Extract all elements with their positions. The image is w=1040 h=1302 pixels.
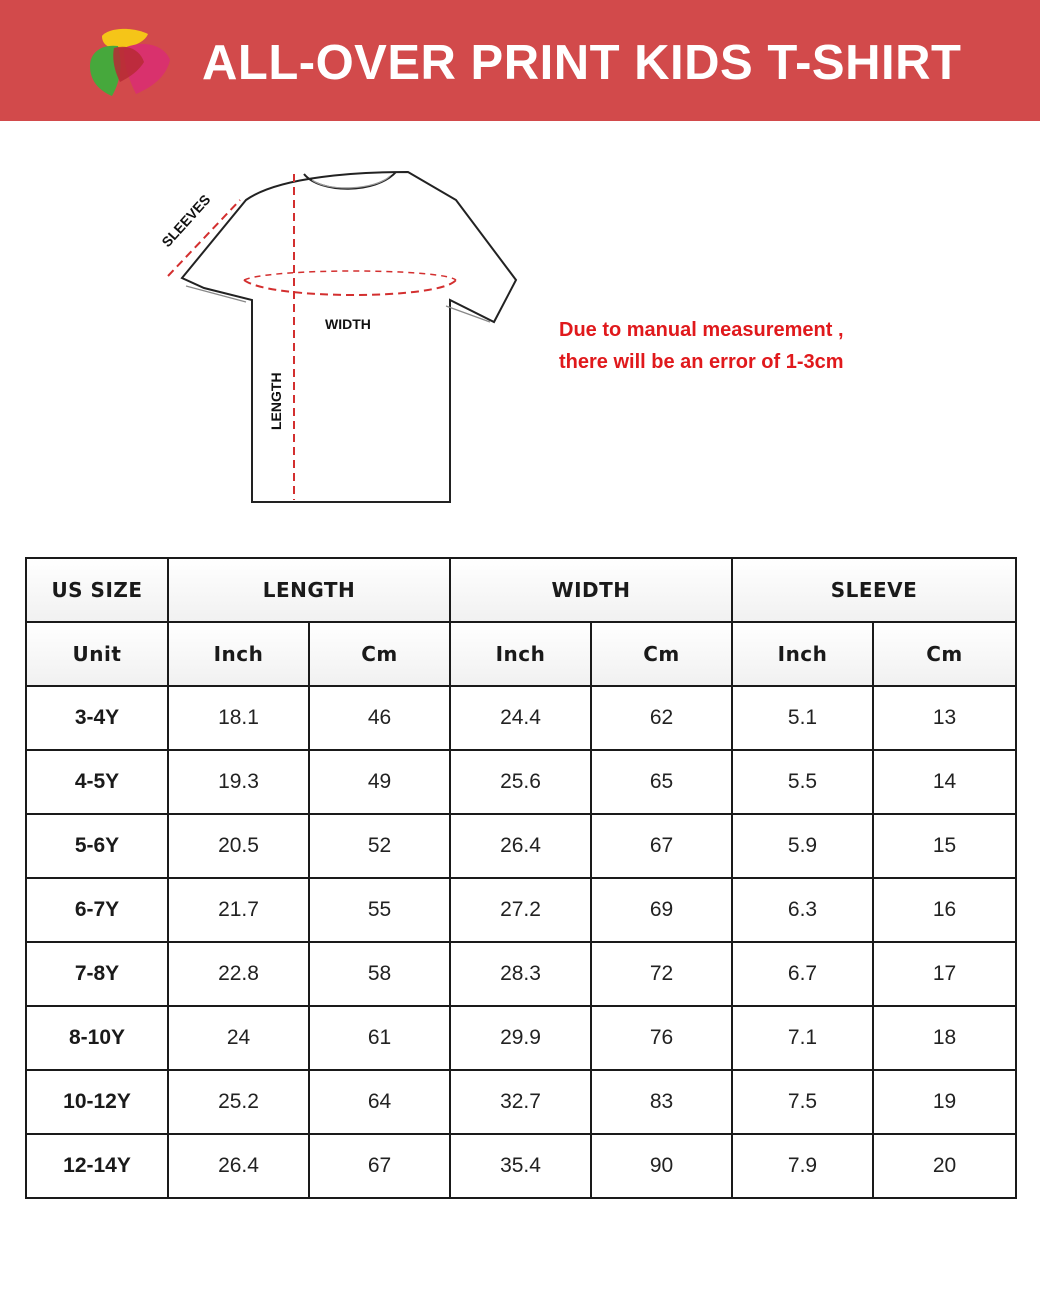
size-chart-table	[25, 557, 1017, 1199]
table-cell: 7.5	[732, 1070, 873, 1134]
size-cell: 4-5Y	[26, 750, 168, 814]
table-cell: 67	[591, 814, 732, 878]
unit-header: Inch	[168, 622, 309, 686]
group-header-row	[26, 558, 1016, 622]
size-cell: 6-7Y	[26, 878, 168, 942]
table-row	[26, 1134, 1016, 1198]
length-label: LENGTH	[268, 372, 284, 430]
table-cell: 90	[591, 1134, 732, 1198]
size-cell: 5-6Y	[26, 814, 168, 878]
table-cell: 67	[309, 1134, 450, 1198]
table-cell: 19.3	[168, 750, 309, 814]
table-row	[26, 814, 1016, 878]
width-label: WIDTH	[325, 316, 371, 332]
table-row	[26, 942, 1016, 1006]
header-length: LENGTH	[168, 558, 450, 622]
table-cell: 7.9	[732, 1134, 873, 1198]
table-cell: 69	[591, 878, 732, 942]
tshirt-diagram	[150, 160, 530, 510]
unit-header: Unit	[26, 622, 168, 686]
table-cell: 26.4	[168, 1134, 309, 1198]
size-cell: 12-14Y	[26, 1134, 168, 1198]
table-cell: 72	[591, 942, 732, 1006]
table-cell: 5.5	[732, 750, 873, 814]
table-cell: 20.5	[168, 814, 309, 878]
table-cell: 13	[873, 686, 1016, 750]
measurement-note	[559, 314, 979, 378]
unit-header: Inch	[450, 622, 591, 686]
note-line-1: Due to manual measurement ,	[559, 319, 844, 341]
table-cell: 49	[309, 750, 450, 814]
table-cell: 5.1	[732, 686, 873, 750]
header-width: WIDTH	[450, 558, 732, 622]
table-cell: 65	[591, 750, 732, 814]
table-row	[26, 1006, 1016, 1070]
table-cell: 18	[873, 1006, 1016, 1070]
table-cell: 18.1	[168, 686, 309, 750]
table-cell: 52	[309, 814, 450, 878]
table-cell: 62	[591, 686, 732, 750]
table-row	[26, 686, 1016, 750]
table-cell: 6.7	[732, 942, 873, 1006]
table-cell: 14	[873, 750, 1016, 814]
table-cell: 58	[309, 942, 450, 1006]
header-sleeve: SLEEVE	[732, 558, 1016, 622]
table-cell: 46	[309, 686, 450, 750]
unit-header: Cm	[591, 622, 732, 686]
table-cell: 7.1	[732, 1006, 873, 1070]
size-cell: 3-4Y	[26, 686, 168, 750]
unit-header: Cm	[873, 622, 1016, 686]
table-cell: 83	[591, 1070, 732, 1134]
table-cell: 25.6	[450, 750, 591, 814]
table-cell: 25.2	[168, 1070, 309, 1134]
table-cell: 27.2	[450, 878, 591, 942]
note-line-2: there will be an error of 1-3cm	[559, 351, 844, 373]
table-row	[26, 1070, 1016, 1134]
size-cell: 10-12Y	[26, 1070, 168, 1134]
unit-header: Cm	[309, 622, 450, 686]
tri-color-leaf-logo-icon	[88, 26, 172, 98]
unit-header: Inch	[732, 622, 873, 686]
table-cell: 24.4	[450, 686, 591, 750]
table-row	[26, 750, 1016, 814]
table-cell: 64	[309, 1070, 450, 1134]
table-cell: 55	[309, 878, 450, 942]
table-cell: 5.9	[732, 814, 873, 878]
table-cell: 35.4	[450, 1134, 591, 1198]
tshirt-outline-icon	[182, 172, 516, 502]
table-cell: 32.7	[450, 1070, 591, 1134]
table-cell: 61	[309, 1006, 450, 1070]
table-cell: 22.8	[168, 942, 309, 1006]
header-banner	[0, 0, 1040, 121]
table-cell: 26.4	[450, 814, 591, 878]
table-cell: 76	[591, 1006, 732, 1070]
table-cell: 24	[168, 1006, 309, 1070]
table-cell: 6.3	[732, 878, 873, 942]
page-title: ALL-OVER PRINT KIDS T-SHIRT	[202, 36, 962, 90]
table-cell: 28.3	[450, 942, 591, 1006]
table-row	[26, 878, 1016, 942]
size-cell: 8-10Y	[26, 1006, 168, 1070]
table-cell: 21.7	[168, 878, 309, 942]
unit-header-row	[26, 622, 1016, 686]
sleeves-label: SLEEVES	[158, 191, 214, 251]
table-cell: 15	[873, 814, 1016, 878]
table-cell: 16	[873, 878, 1016, 942]
table-cell: 17	[873, 942, 1016, 1006]
table-cell: 20	[873, 1134, 1016, 1198]
header-us-size: US SIZE	[26, 558, 168, 622]
table-cell: 29.9	[450, 1006, 591, 1070]
size-cell: 7-8Y	[26, 942, 168, 1006]
table-cell: 19	[873, 1070, 1016, 1134]
